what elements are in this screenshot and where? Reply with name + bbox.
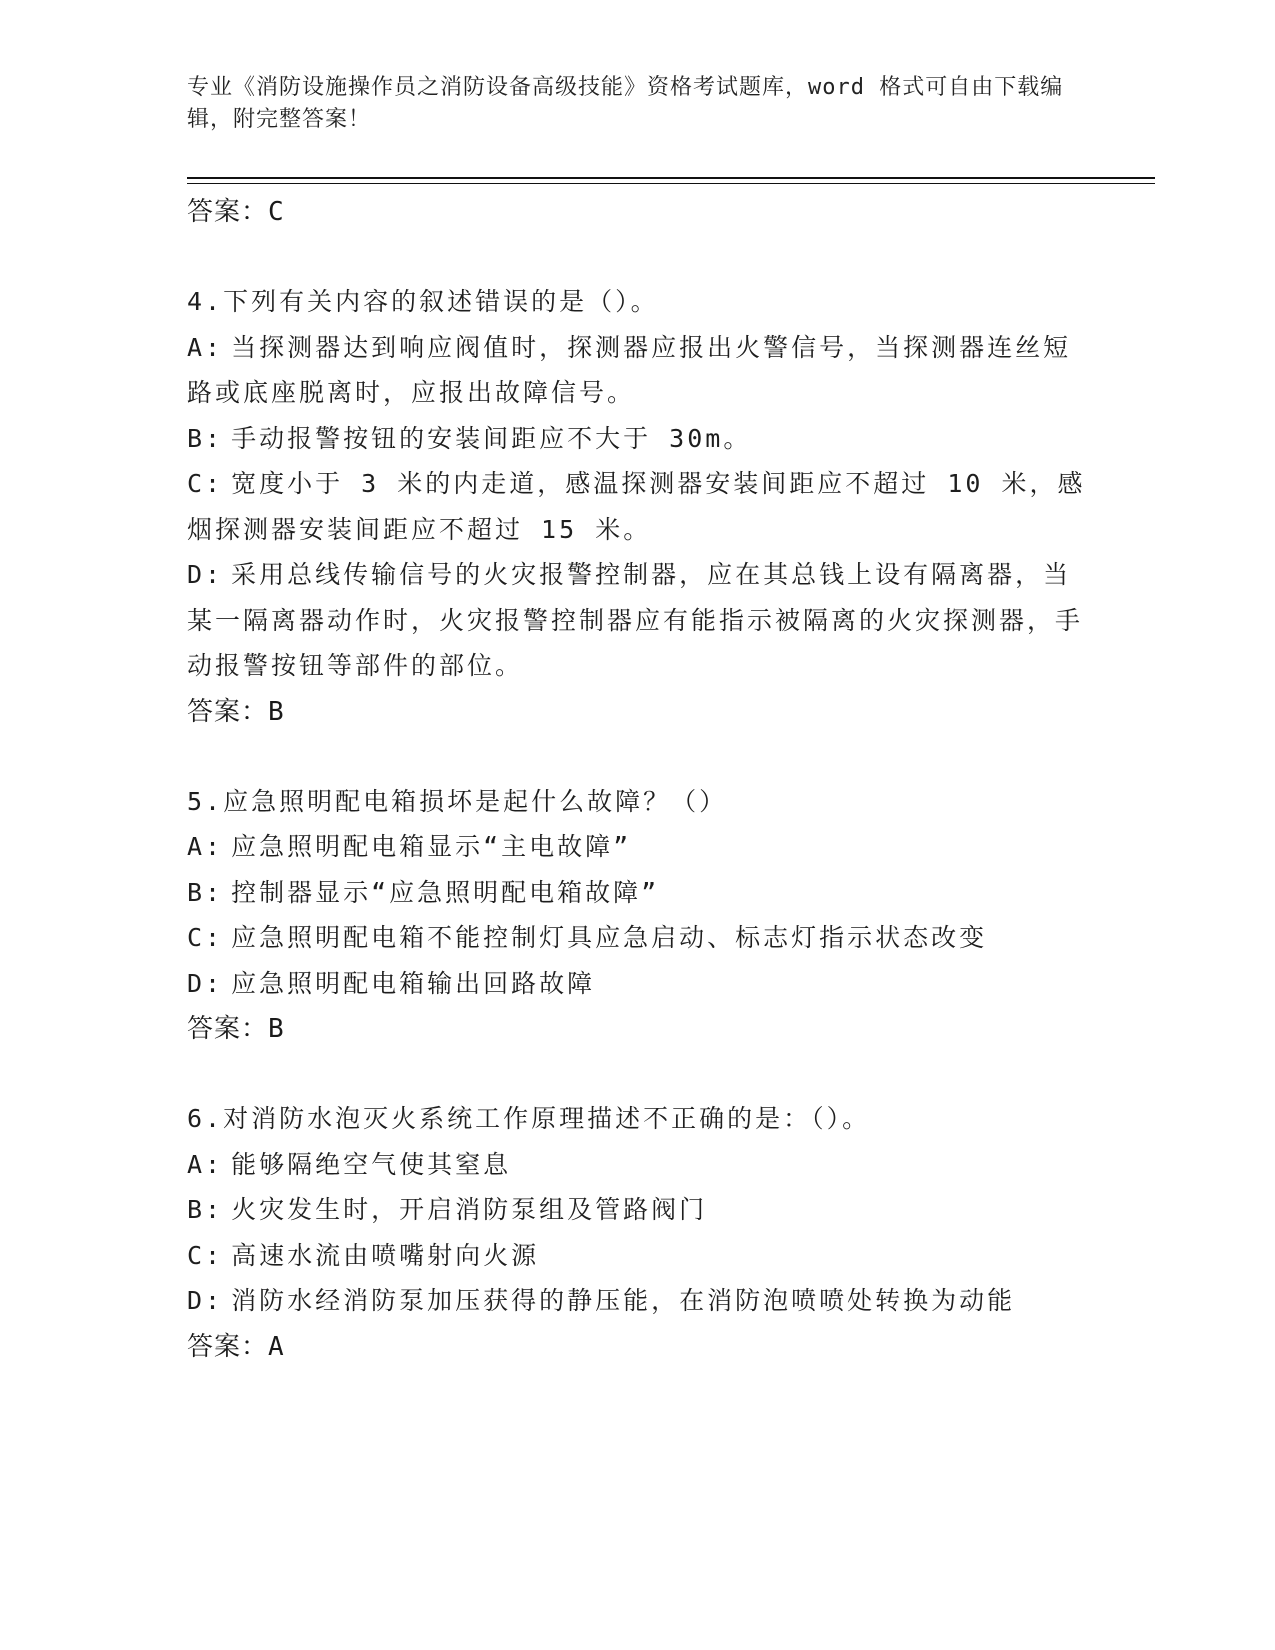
option-letter: C: (187, 469, 224, 498)
question-content (187, 189, 1087, 1370)
question-6 (187, 1096, 1087, 1370)
option-letter: C: (187, 1240, 224, 1270)
question-title: 4.下列有关内容的叙述错误的是（）。 (187, 287, 659, 316)
option-text: 火灾发生时，开启消防泵组及管路阀门 (231, 1195, 708, 1224)
option-text: 应急照明配电箱不能控制灯具应急启动、标志灯指示状态改变 (231, 923, 988, 952)
option-text: 宽度小于 3 米的内走道，感温探测器安装间距应不超过 10 米，感烟探测器安装间距应不超过 15 米。 (187, 469, 1086, 544)
option-letter: C: (187, 923, 224, 952)
answer-label: 答案： (187, 197, 269, 227)
answer-label: 答案： (187, 1331, 269, 1362)
option-letter: A: (187, 832, 224, 861)
option-text: 能够隔绝空气使其窒息 (231, 1149, 512, 1179)
option-a (187, 325, 1087, 416)
question-answer (187, 1324, 1087, 1370)
prev-answer (187, 189, 1087, 235)
header-rule-thin (187, 183, 1155, 184)
header-rule-thick (187, 177, 1155, 179)
question-answer (187, 1006, 1087, 1052)
answer-value: A (268, 1331, 285, 1362)
option-text: 消防水经消防泵加压获得的静压能，在消防泡喷喷处转换为动能 (231, 1286, 1016, 1315)
option-letter: D: (187, 560, 224, 589)
answer-value: B (268, 1014, 285, 1044)
question-5 (187, 779, 1087, 1053)
answer-value: B (268, 696, 285, 727)
option-c (187, 1233, 1087, 1279)
option-text: 高速水流由喷嘴射向火源 (231, 1240, 540, 1270)
question-answer (187, 689, 1087, 735)
option-b (187, 1187, 1087, 1233)
option-text: 应急照明配电箱输出回路故障 (231, 968, 596, 998)
option-letter: B: (187, 877, 224, 907)
option-d (187, 1278, 1087, 1324)
option-c (187, 461, 1087, 552)
option-letter: A: (187, 332, 224, 362)
question-title: 6.对消防水泡灭火系统工作原理描述不正确的是：（）。 (187, 1104, 871, 1133)
option-text: 控制器显示“应急照明配电箱故障” (231, 877, 660, 907)
answer-value: C (268, 197, 285, 227)
document-header: 专业《消防设施操作员之消防设备高级技能》资格考试题库，word 格式可自由下载编辑，附完整答案！ (187, 75, 1064, 132)
question-title: 5.应急照明配电箱损坏是起什么故障？（） (187, 786, 728, 816)
option-text: 当探测器达到响应阀值时，探测器应报出火警信号，当探测器连丝短路或底座脱离时，应报出故障信号。 (187, 332, 1072, 407)
option-letter: D: (187, 968, 224, 998)
answer-label: 答案： (187, 696, 269, 727)
answer-label: 答案： (187, 1014, 269, 1044)
option-text: 手动报警按钮的安装间距应不大于 30m。 (231, 423, 752, 453)
option-d (187, 961, 1087, 1007)
option-a (187, 824, 1087, 870)
option-c (187, 915, 1087, 961)
option-text: 应急照明配电箱显示“主电故障” (231, 832, 632, 861)
option-d (187, 552, 1087, 689)
option-letter: B: (187, 1195, 224, 1224)
option-a (187, 1142, 1087, 1188)
option-letter: A: (187, 1149, 224, 1179)
option-letter: D: (187, 1286, 224, 1315)
option-b (187, 870, 1087, 916)
option-letter: B: (187, 423, 224, 453)
option-b (187, 416, 1087, 462)
question-4 (187, 279, 1087, 735)
option-text: 采用总线传输信号的火灾报警控制器，应在其总钱上设有隔离器，当某一隔离器动作时，火灾报警控制器应有能指示被隔离的火灾探测器，手动报警按钮等部件的部位。 (187, 560, 1084, 680)
